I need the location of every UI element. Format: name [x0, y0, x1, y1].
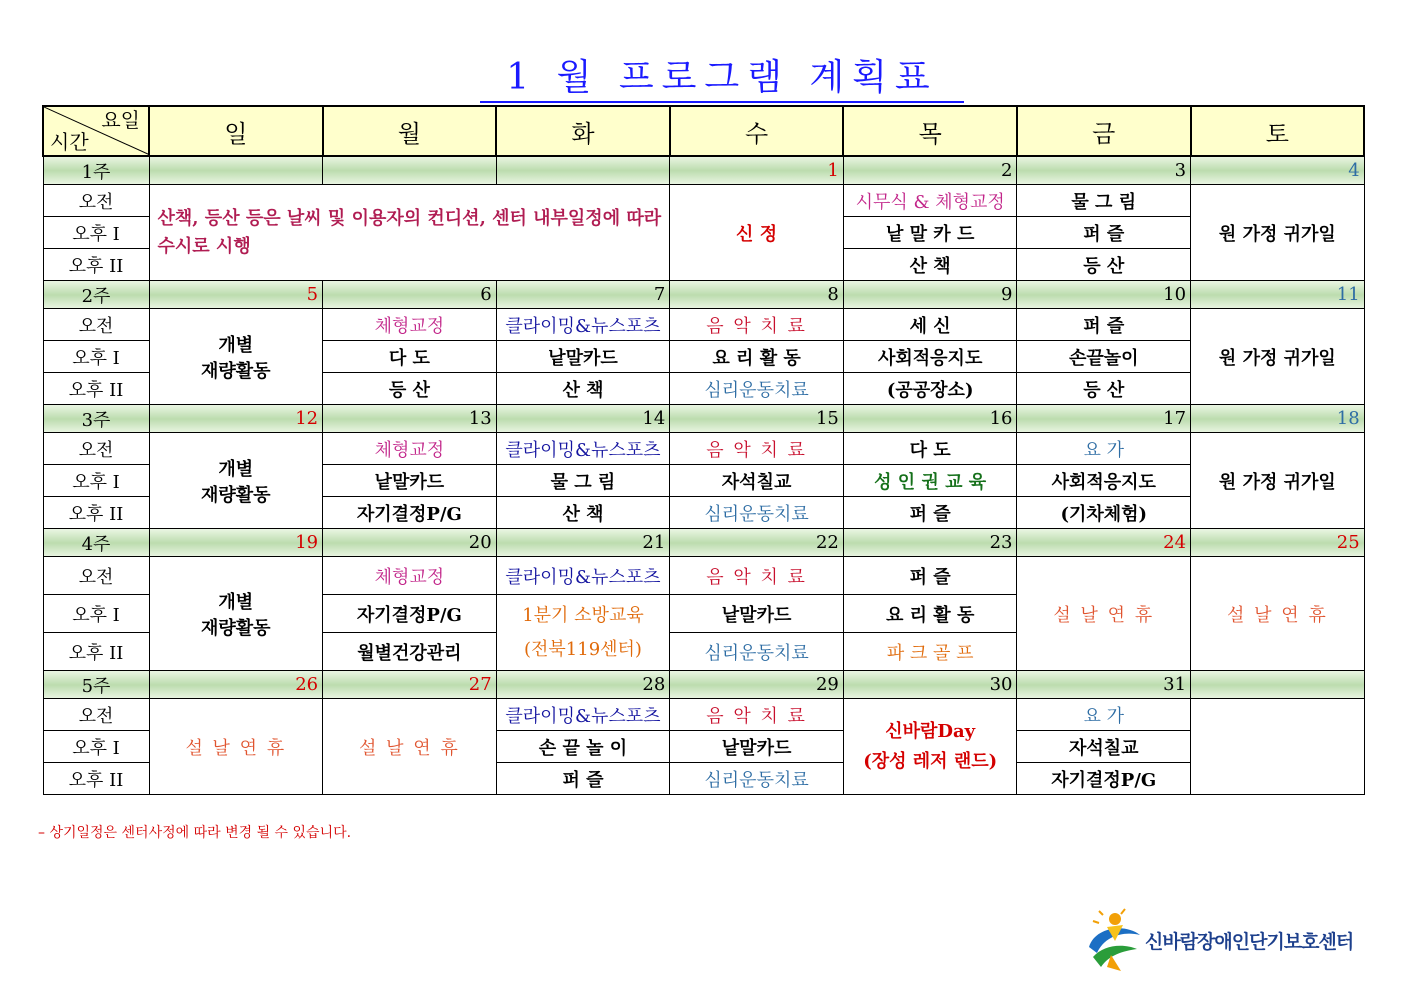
day-header-sat: 토	[1191, 106, 1365, 156]
activity-cell: 세 신	[843, 309, 1017, 341]
activity-cell: (기차체험)	[1017, 497, 1191, 529]
activity-cell: 낱말카드	[670, 595, 844, 633]
date-cell: 17	[1017, 405, 1191, 433]
activity-cell: 퍼 즐	[496, 763, 670, 795]
activity-cell: 사회적응지도	[843, 341, 1017, 373]
date-cell: 3	[1017, 156, 1191, 185]
date-cell: 23	[843, 529, 1017, 557]
activity-cell: (공공장소)	[843, 373, 1017, 405]
activity-cell: 심리운동치료	[670, 373, 844, 405]
week-row	[43, 671, 1364, 699]
slot-row	[43, 557, 1364, 595]
corner-day-label: 요일	[101, 108, 140, 132]
activity-cell: 요 가	[1017, 699, 1191, 731]
slot-row	[43, 185, 1364, 217]
activity-cell: 자기결정P/G	[323, 497, 497, 529]
time-label: 오후 II	[43, 633, 149, 671]
week-row	[43, 281, 1364, 309]
day-header-thu: 목	[843, 106, 1017, 156]
free-activity-line: 개별	[218, 334, 254, 356]
activity-cell: 체형교정	[323, 433, 497, 465]
date-cell: 18	[1191, 405, 1365, 433]
time-label: 오전	[43, 433, 149, 465]
activity-cell: 심리운동치료	[670, 763, 844, 795]
activity-cell: 음 악 치 료	[670, 557, 844, 595]
activity-cell: 낱말카드	[670, 731, 844, 763]
time-label: 오전	[43, 309, 149, 341]
week-row	[43, 405, 1364, 433]
activity-cell: 산 책	[843, 249, 1017, 281]
activity-cell: 자석칠교	[670, 465, 844, 497]
time-label: 오후 I	[43, 731, 149, 763]
date-cell	[149, 156, 323, 185]
date-cell: 8	[670, 281, 844, 309]
corner-time-label: 시간	[50, 130, 89, 154]
schedule-table	[42, 105, 1365, 795]
activity-cell: 낱말카드	[496, 341, 670, 373]
date-cell: 10	[1017, 281, 1191, 309]
date-cell	[1191, 671, 1365, 699]
date-cell: 1	[670, 156, 844, 185]
time-label: 오후 I	[43, 341, 149, 373]
holiday-cell: 설 날 연 휴	[149, 699, 323, 795]
free-activity-line: 재량활동	[201, 360, 271, 382]
fire-education-line: (전북119센터)	[524, 638, 642, 660]
date-cell: 15	[670, 405, 844, 433]
outing-line: 신바람Day	[885, 720, 976, 742]
page-title: 1 월 프로그램 계획표	[480, 55, 964, 103]
activity-cell: 산 책	[496, 497, 670, 529]
free-activity-line: 재량활동	[201, 484, 271, 506]
activity-cell: 심리운동치료	[670, 633, 844, 671]
slot-row	[43, 433, 1364, 465]
activity-cell: 등 산	[1017, 373, 1191, 405]
empty-cell	[1191, 699, 1365, 795]
day-header-mon: 월	[323, 106, 497, 156]
holiday-cell: 설 날 연 휴	[1017, 557, 1191, 671]
activity-cell: 음 악 치 료	[670, 309, 844, 341]
activity-cell: 낱말카드	[323, 465, 497, 497]
date-cell: 2	[843, 156, 1017, 185]
activity-cell: 성 인 권 교 육	[843, 465, 1017, 497]
home-visit-cell: 원 가정 귀가일	[1191, 433, 1365, 529]
activity-cell: 퍼 즐	[1017, 217, 1191, 249]
date-cell: 12	[149, 405, 323, 433]
day-header-wed: 수	[670, 106, 844, 156]
activity-cell: 손끝놀이	[1017, 341, 1191, 373]
corner-cell	[43, 106, 149, 156]
time-label: 오후 I	[43, 595, 149, 633]
date-cell: 7	[496, 281, 670, 309]
activity-cell: 심리운동치료	[670, 497, 844, 529]
date-cell: 30	[843, 671, 1017, 699]
date-cell: 27	[323, 671, 497, 699]
time-label: 오후 I	[43, 217, 149, 249]
date-cell: 19	[149, 529, 323, 557]
date-cell: 16	[843, 405, 1017, 433]
time-label: 오후 II	[43, 373, 149, 405]
activity-cell: 손 끝 놀 이	[496, 731, 670, 763]
activity-cell: 사회적응지도	[1017, 465, 1191, 497]
week-label: 4주	[43, 529, 149, 557]
holiday-cell: 설 날 연 휴	[1191, 557, 1365, 671]
center-name: 신바람장애인단기보호센터	[1145, 931, 1354, 953]
day-header-sun: 일	[149, 106, 323, 156]
slot-row	[43, 309, 1364, 341]
activity-cell: 퍼 즐	[843, 557, 1017, 595]
date-cell	[323, 156, 497, 185]
date-cell: 31	[1017, 671, 1191, 699]
slot-row	[43, 699, 1364, 731]
week-label: 3주	[43, 405, 149, 433]
date-cell: 6	[323, 281, 497, 309]
date-cell: 11	[1191, 281, 1365, 309]
week-label: 2주	[43, 281, 149, 309]
outing-line: (장성 레저 랜드)	[863, 750, 998, 772]
home-visit-cell: 원 가정 귀가일	[1191, 185, 1365, 281]
activity-cell: 물 그 림	[1017, 185, 1191, 217]
person-swirl-logo-icon	[1085, 905, 1145, 975]
center-logo	[1085, 905, 1354, 975]
activity-cell: 클라이밍&뉴스포츠	[496, 433, 670, 465]
activity-cell: 음 악 치 료	[670, 433, 844, 465]
free-activity-cell	[149, 309, 323, 405]
activity-cell: 음 악 치 료	[670, 699, 844, 731]
week-label: 1주	[43, 156, 149, 185]
activity-cell: 산 책	[496, 373, 670, 405]
time-label: 오후 I	[43, 465, 149, 497]
date-cell: 24	[1017, 529, 1191, 557]
date-cell	[496, 156, 670, 185]
day-header-fri: 금	[1017, 106, 1191, 156]
activity-cell: 클라이밍&뉴스포츠	[496, 309, 670, 341]
fire-education-cell	[496, 595, 670, 671]
activity-cell: 다 도	[843, 433, 1017, 465]
date-cell: 26	[149, 671, 323, 699]
free-activity-line: 개별	[218, 458, 254, 480]
time-label: 오전	[43, 699, 149, 731]
activity-cell: 체형교정	[323, 309, 497, 341]
time-label: 오후 II	[43, 497, 149, 529]
date-cell: 4	[1191, 156, 1365, 185]
activity-cell: 등 산	[323, 373, 497, 405]
activity-cell: 등 산	[1017, 249, 1191, 281]
date-cell: 14	[496, 405, 670, 433]
free-activity-line: 개별	[218, 591, 254, 613]
time-label: 오후 II	[43, 763, 149, 795]
time-label: 오후 II	[43, 249, 149, 281]
date-cell: 22	[670, 529, 844, 557]
date-cell: 5	[149, 281, 323, 309]
activity-cell: 요 가	[1017, 433, 1191, 465]
activity-cell: 물 그 림	[496, 465, 670, 497]
activity-cell: 클라이밍&뉴스포츠	[496, 557, 670, 595]
free-activity-cell	[149, 433, 323, 529]
date-cell: 9	[843, 281, 1017, 309]
merged-note-cell: 산책, 등산 등은 날씨 및 이용자의 컨디션, 센터 내부일정에 따라 수시로 시행	[149, 185, 670, 281]
activity-cell: 자석칠교	[1017, 731, 1191, 763]
activity-cell: 요 리 활 동	[670, 341, 844, 373]
free-activity-line: 재량활동	[201, 617, 271, 639]
home-visit-cell: 원 가정 귀가일	[1191, 309, 1365, 405]
fire-education-line: 1분기 소방교육	[522, 604, 644, 626]
activity-cell: 자기결정P/G	[1017, 763, 1191, 795]
footnote: – 상기일정은 센터사정에 따라 변경 될 수 있습니다.	[38, 825, 352, 841]
holiday-cell: 신 정	[670, 185, 844, 281]
activity-cell: 파 크 골 프	[843, 633, 1017, 671]
time-label: 오전	[43, 185, 149, 217]
day-header-tue: 화	[496, 106, 670, 156]
activity-cell: 클라이밍&뉴스포츠	[496, 699, 670, 731]
date-cell: 13	[323, 405, 497, 433]
activity-cell: 시무식 & 체형교정	[843, 185, 1017, 217]
date-cell: 25	[1191, 529, 1365, 557]
activity-cell: 체형교정	[323, 557, 497, 595]
date-cell: 29	[670, 671, 844, 699]
activity-cell: 낱 말 카 드	[843, 217, 1017, 249]
date-cell: 21	[496, 529, 670, 557]
activity-cell: 퍼 즐	[1017, 309, 1191, 341]
activity-cell: 월별건강관리	[323, 633, 497, 671]
activity-cell: 다 도	[323, 341, 497, 373]
date-cell: 28	[496, 671, 670, 699]
activity-cell: 퍼 즐	[843, 497, 1017, 529]
header-row	[43, 106, 1364, 156]
holiday-cell: 설 날 연 휴	[323, 699, 497, 795]
week-label: 5주	[43, 671, 149, 699]
time-label: 오전	[43, 557, 149, 595]
week-row	[43, 156, 1364, 185]
week-row	[43, 529, 1364, 557]
date-cell: 20	[323, 529, 497, 557]
activity-cell: 자기결정P/G	[323, 595, 497, 633]
outing-cell	[843, 699, 1017, 795]
activity-cell: 요 리 활 동	[843, 595, 1017, 633]
free-activity-cell	[149, 557, 323, 671]
